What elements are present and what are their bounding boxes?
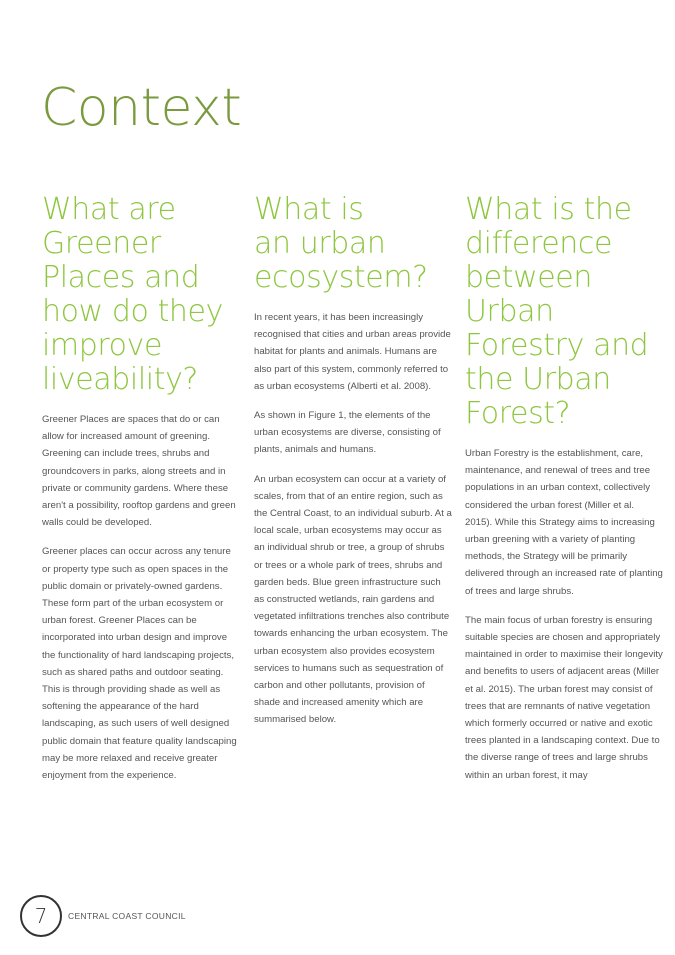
- body-paragraph: Urban Forestry is the establishment, care, maintenance, and renewal of trees and tree populations in an urban context, collectively considered the urban forest (Miller et al. 2015). While this Strategy aims to increasing urban greening with a variety of planting methods, the Strategy will be primarily delivered through an increased rate of planting of trees and large shrubs.: [465, 448, 663, 597]
- heading-line: Greener: [42, 226, 161, 261]
- body-paragraph: As shown in Figure 1, the elements of the urban ecosystems are diverse, consisting of plants, animals and humans.: [254, 410, 441, 456]
- body-paragraph: Greener places can occur across any tenure or property type such as open spaces in the public domain or privately-owned gardens. These form part of the urban ecosystem or urban forest. Greener Places can be incorporated into urban design and improve the functionality of hard landscaping projects, such as shared paths and outdoor seating. This is through providing shade as well as softening the appearance of the hard landscaping, as such users of well designed public domain that feature quality landscaping may be more relaxed and receive greater enjoyment from the experience.: [42, 546, 237, 782]
- page-title: Context: [41, 78, 242, 138]
- heading-line: how do they: [42, 294, 223, 329]
- heading-line: liveability?: [42, 362, 198, 397]
- section-heading-urban-forestry: [465, 193, 663, 431]
- body-paragraph: Greener Places are spaces that do or can allow for increased amount of greening. Greening can include trees, shrubs and groundcovers in parks, along streets and in private or community gardens. Where these aren't a possibility, rooftop gardens and green walls could be developed.: [42, 414, 236, 529]
- heading-line: difference: [465, 226, 613, 261]
- column-urban-ecosystem: [254, 193, 452, 741]
- heading-line: Forest?: [465, 396, 571, 431]
- column-greener-places: [42, 193, 240, 796]
- heading-line: What is: [254, 192, 364, 227]
- page-footer: [20, 895, 186, 937]
- section-heading-urban-ecosystem: [254, 193, 452, 295]
- heading-line: What are: [42, 192, 176, 227]
- heading-line: the Urban: [465, 362, 611, 397]
- body-paragraph: The main focus of urban forestry is ensuring suitable species are chosen and appropriately maintained in order to maximise their longevity and benefits to users of adjacent areas (Miller et al. 2015). The urban forest may consist of trees that are remnants of native vegetation which formerly occurred or native and exotic trees planted in a landscaping context. Due to the diverse range of trees and large shrubs within an urban forest, it may: [465, 614, 663, 781]
- column-urban-forestry: [465, 193, 663, 796]
- page-number-badge: [20, 895, 62, 937]
- organisation-name: CENTRAL COAST COUNCIL: [68, 911, 186, 921]
- heading-line: improve: [42, 328, 163, 363]
- heading-line: an urban: [254, 226, 386, 261]
- heading-line: Forestry and: [465, 328, 649, 363]
- section-heading-greener-places: [42, 193, 240, 397]
- page-number: 7: [34, 904, 48, 928]
- body-paragraph: An urban ecosystem can occur at a variety of scales, from that of an entire region, such as the Central Coast, to an individual suburb. At a local scale, urban ecosystems may occur as an individual shrub or tree, a group of shrubs or trees or a whole park of trees, shrubs and garden beds. Blue green infrastructure such as constructed wetlands, rain gardens and vegetated infiltrations trenches also contribute towards enhancing the urban ecosystem. The urban ecosystem also provides ecosystem services to humans such as sequestration of carbon and other pollutants, provision of shade and increased amenity which are summarised below.: [254, 473, 452, 726]
- heading-line: What is the: [465, 192, 632, 227]
- body-paragraph: In recent years, it has been increasingly recognised that cities and urban areas provide habitat for plants and animals. Humans are also part of this system, commonly referred to as urban ecosystems (Alberti et al. 2008).: [254, 312, 451, 392]
- heading-line: between: [465, 260, 592, 295]
- heading-line: ecosystem?: [254, 260, 428, 295]
- heading-line: Places and: [42, 260, 200, 295]
- heading-line: Urban: [465, 294, 554, 329]
